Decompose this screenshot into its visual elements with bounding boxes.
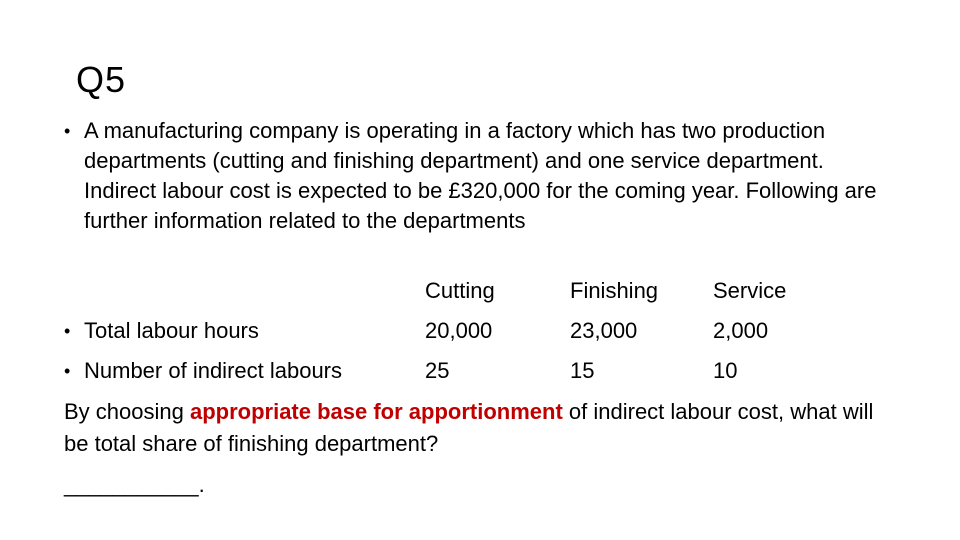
cell-cutting-hours: 20,000 — [425, 318, 493, 343]
row-label-indirect-labours — [60, 356, 342, 386]
table-row — [60, 316, 920, 346]
row-label-text: Number of indirect labours — [84, 358, 343, 383]
header-finishing: Finishing — [570, 278, 659, 303]
question-lead: By choosing — [64, 399, 190, 424]
cell-service-labours: 10 — [713, 358, 738, 383]
bullet-icon: • — [64, 121, 71, 141]
cell-service-hours: 2,000 — [713, 318, 769, 343]
row-label-total-labour-hours — [60, 316, 259, 346]
header-service: Service — [713, 278, 787, 303]
row-label-text: Total labour hours — [84, 318, 259, 343]
table-header-row — [60, 276, 920, 306]
table-row — [60, 356, 920, 386]
bullet-item — [60, 116, 890, 236]
intro-bullet — [60, 116, 890, 236]
bullet-icon: • — [64, 321, 71, 341]
bullet-icon: • — [64, 361, 71, 381]
cell-finishing-labours: 15 — [570, 358, 595, 383]
intro-text: A manufacturing company is operating in a factory which has two production departments (cutting and finishing department) and one service department. Indirect labour cost is expected to be £320,000 for the coming year. Following are further information related to the departments — [84, 118, 877, 233]
cell-finishing-hours: 23,000 — [570, 318, 638, 343]
answer-blank: ___________. — [64, 472, 205, 497]
cell-cutting-labours: 25 — [425, 358, 450, 383]
slide-title: Q5 — [76, 59, 127, 100]
header-cutting: Cutting — [425, 278, 495, 303]
question-tail: of indirect labour cost, what will be total share of finishing department? — [64, 399, 874, 456]
question-text — [64, 396, 894, 460]
question-highlight: appropriate base for apportionment — [189, 399, 563, 424]
